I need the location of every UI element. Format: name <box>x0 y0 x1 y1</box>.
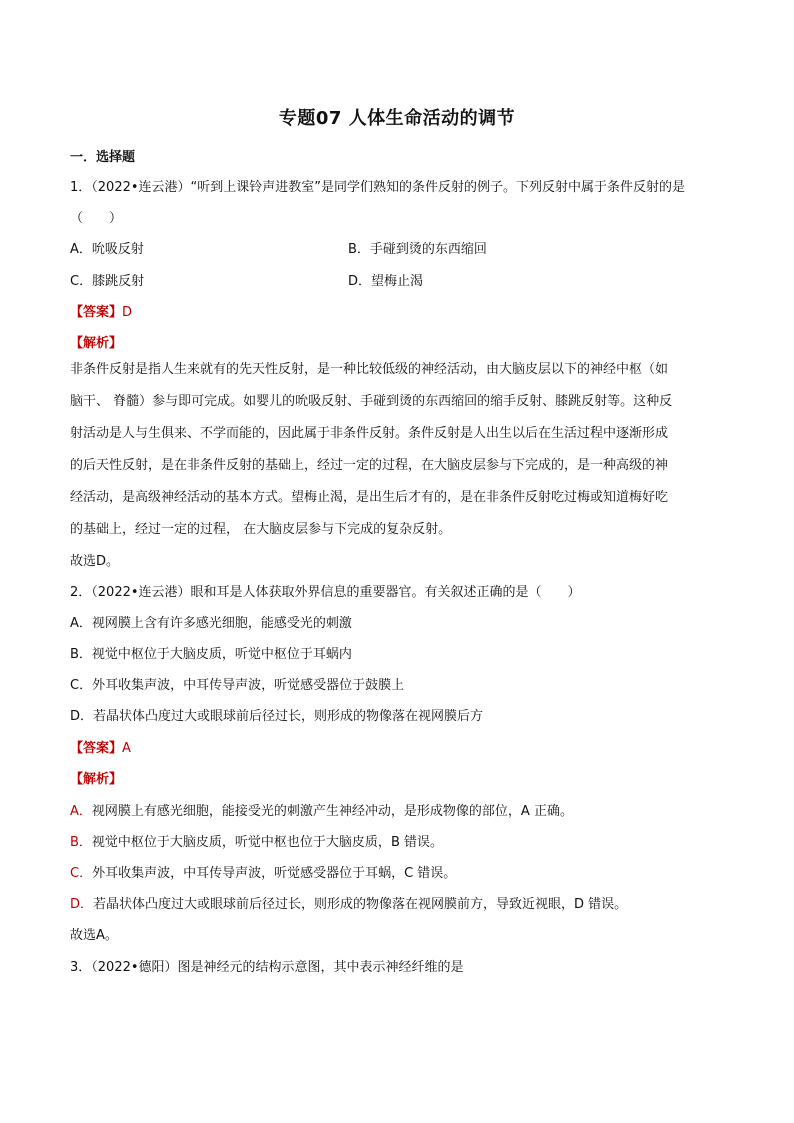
q1-stem: 1．（2022•连云港）“听到上课铃声进教室”是同学们熟知的条件反射的例子。下列反射中属于条件反射的是 <box>70 180 685 195</box>
q2-option-b: B．视觉中枢位于大脑皮质，听觉中枢位于耳蜗内 <box>70 647 352 662</box>
q1-answer <box>70 301 132 320</box>
q1-option-a: A．吮吸反射 <box>70 242 144 257</box>
q2-analysis-verdict: D 错误。 <box>574 897 628 912</box>
q1-conclusion: 故选D。 <box>70 554 120 569</box>
q1-analysis-line: 非条件反射是指人生来就有的先天性反射，是一种比较低级的神经活动，由大脑皮层以下的神经中枢（如 <box>70 362 669 377</box>
q2-option-d: D．若晶状体凸度过大或眼球前后径过长，则形成的物像落在视网膜后方 <box>70 709 484 724</box>
q2-analysis-key: A． <box>70 804 92 819</box>
q2-conclusion: 故选A。 <box>70 928 118 943</box>
q2-stem: 2．（2022•连云港）眼和耳是人体获取外界信息的重要器官。有关叙述正确的是（ ） <box>70 585 581 600</box>
q2-analysis-key: B． <box>70 835 92 850</box>
q2-analysis-item-a <box>70 800 573 819</box>
q2-analysis-text: 外耳收集声波，中耳传导声波，听觉感受器位于耳蜗， <box>92 866 405 881</box>
q2-analysis-item-d <box>70 893 627 912</box>
q2-option-c: C．外耳收集声波，中耳传导声波，听觉感受器位于鼓膜上 <box>70 678 405 693</box>
q1-analysis-line: 经活动，是高级神经活动的基本方式。望梅止渴，是出生后才有的，是在非条件反射吃过梅或知道梅好吃 <box>70 490 669 505</box>
q1-answer-label: 【答案】 <box>70 305 123 320</box>
q1-option-c: C．膝跳反射 <box>70 274 145 289</box>
q2-analysis-item-b <box>70 831 443 850</box>
q1-analysis-line: 的后天性反射，是在非条件反射的基础上，经过一定的过程，在大脑皮层参与下完成的，是一种高级的神 <box>70 458 669 473</box>
q2-analysis-verdict: B 错误。 <box>390 835 443 850</box>
section-heading: 一．选择题 <box>70 150 136 165</box>
q1-analysis-line: 脑干、 脊髓）参与即可完成。如婴儿的吮吸反射、手碰到烫的东西缩回的缩手反射、膝跳反射等。这种反 <box>70 394 673 409</box>
q2-analysis-item-c <box>70 862 456 881</box>
q1-option-b: B．手碰到烫的东西缩回 <box>348 242 487 257</box>
q2-answer <box>70 737 131 756</box>
q3-stem: 3．（2022•德阳）图是神经元的结构示意图，其中表示神经纤维的是 <box>70 960 464 975</box>
q1-analysis-line: 射活动是人与生俱来、不学而能的，因此属于非条件反射。条件反射是人出生以后在生活过程中逐渐形成 <box>70 426 669 441</box>
q1-analysis-label: 【解析】 <box>70 336 123 351</box>
q2-analysis-label: 【解析】 <box>70 772 123 787</box>
q2-analysis-text: 若晶状体凸度过大或眼球前后径过长，则形成的物像落在视网膜前方，导致近视眼， <box>93 897 575 912</box>
q1-option-d: D．望梅止渴 <box>348 274 424 289</box>
q2-answer-value: A <box>122 741 131 756</box>
q2-analysis-text: 视觉中枢位于大脑皮质，听觉中枢也位于大脑皮质， <box>91 835 391 850</box>
q2-answer-label: 【答案】 <box>70 741 123 756</box>
q2-analysis-key: C． <box>70 866 93 881</box>
q1-answer-value: D <box>122 305 133 320</box>
page-title: 专题07 人体生命活动的调节 <box>278 108 516 129</box>
q2-analysis-verdict: A 正确。 <box>520 804 573 819</box>
q1-analysis-line: 的基础上，经过一定的过程， 在大脑皮层参与下完成的复杂反射。 <box>70 522 452 537</box>
q1-blank: （ ） <box>70 211 123 226</box>
q2-analysis-verdict: C 错误。 <box>404 866 457 881</box>
q2-analysis-text: 视网膜上有感光细胞，能接受光的刺激产生神经冲动，是形成物像的部位， <box>91 804 521 819</box>
q2-analysis-key: D． <box>70 897 94 912</box>
q1-analysis <box>70 354 725 546</box>
q2-option-a: A．视网膜上含有许多感光细胞，能感受光的刺激 <box>70 616 352 631</box>
